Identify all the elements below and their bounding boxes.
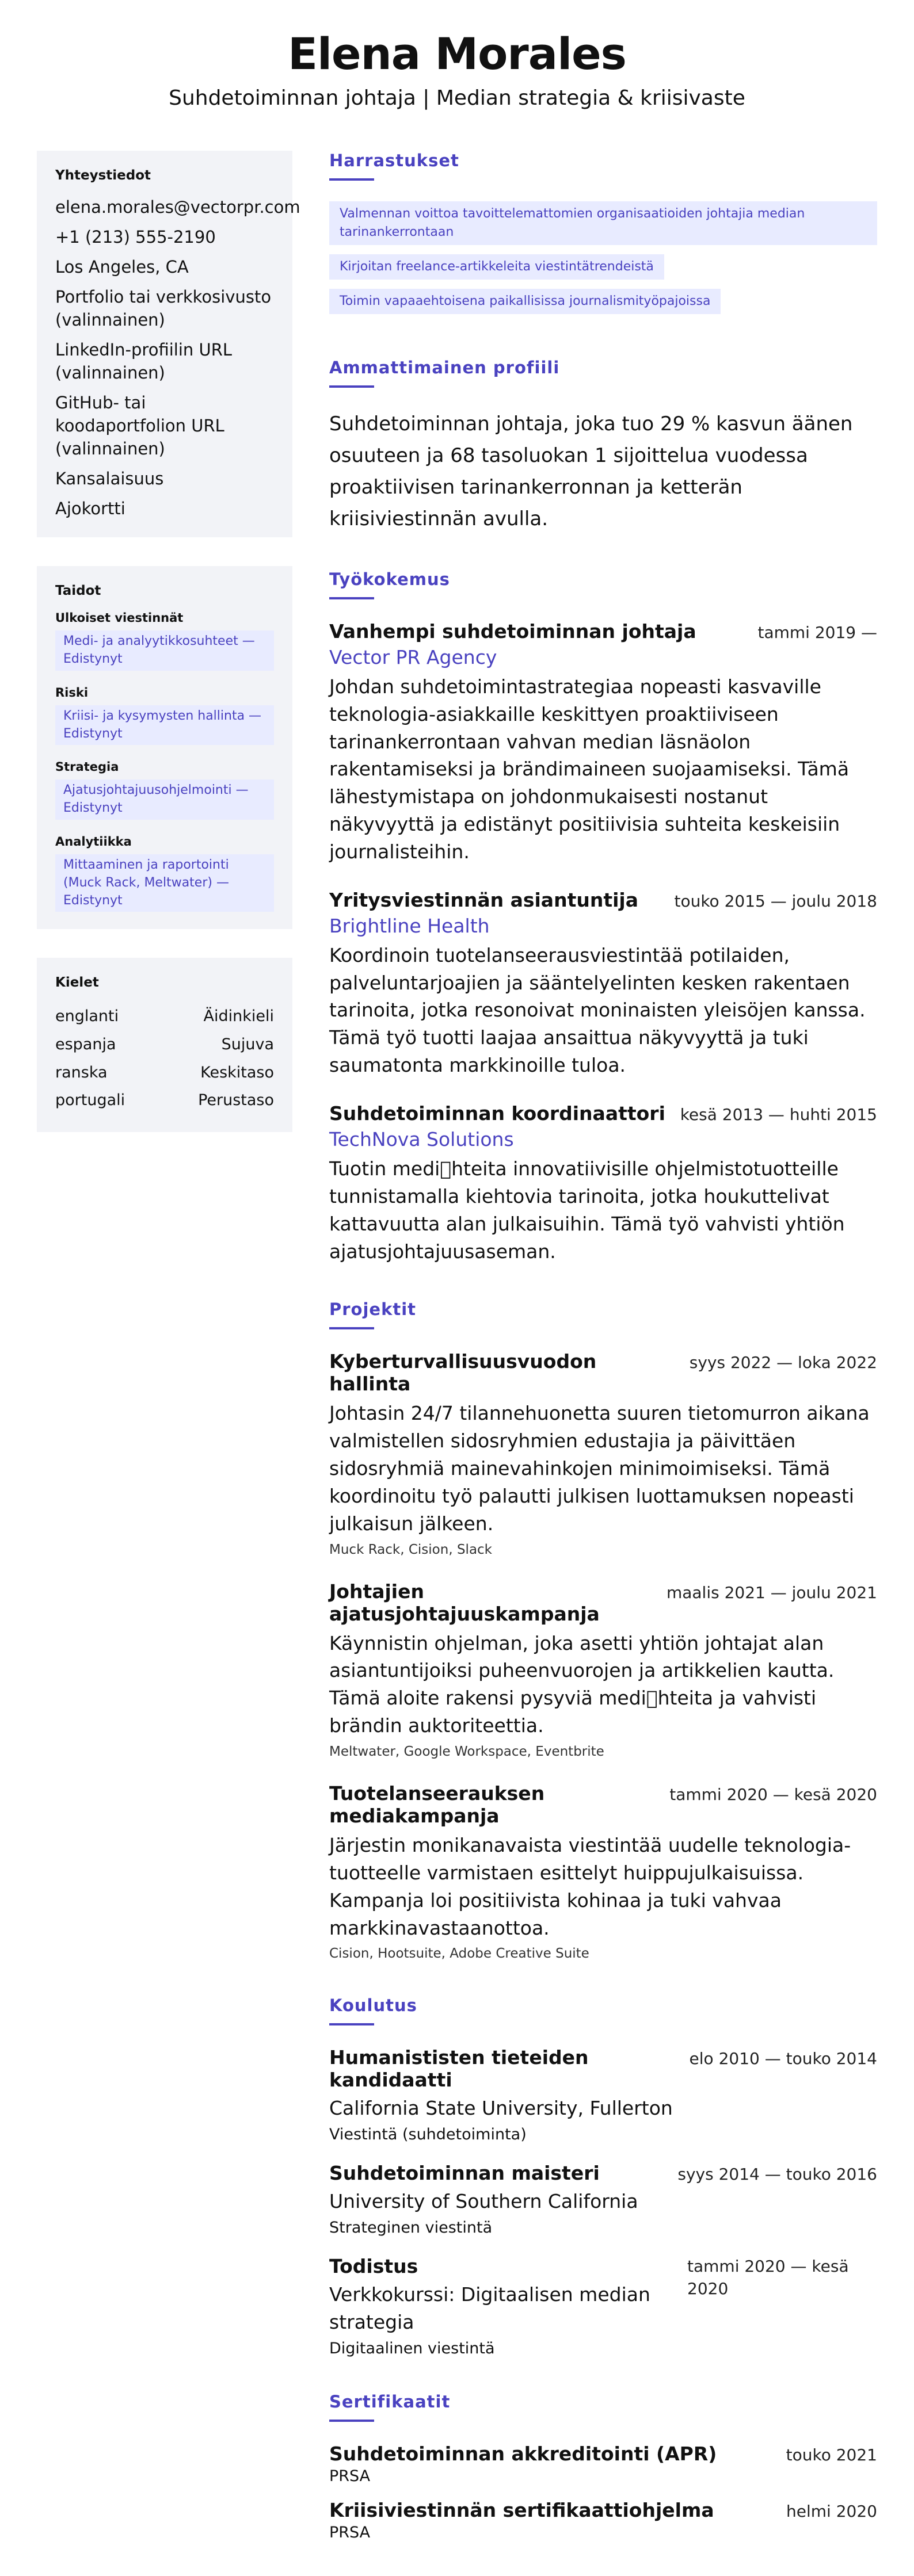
project-title: Johtajien ajatusjohtajuuskampanja: [329, 1580, 600, 1625]
certification-entry: [329, 2443, 877, 2485]
hobby-tag: Valmennan voittoa tavoittelemattomien organisaatioiden johtajia median tarinankerrontaan: [329, 201, 877, 245]
skill-group: [55, 611, 274, 671]
language-row: [55, 1003, 274, 1031]
skill-tag: Mittaaminen ja raportointi (Muck Rack, Meltwater) — Edistynyt: [55, 854, 274, 912]
skill-group: [55, 835, 274, 912]
language-row: [55, 1087, 274, 1115]
skill-tag: Medi- ja analyytikkosuhteet — Edistynyt: [55, 630, 274, 671]
experience-entry: [329, 620, 877, 866]
project-entry: [329, 1782, 877, 1961]
section-title: Koulutus: [329, 1996, 417, 2016]
job-company: TechNova Solutions: [329, 1128, 514, 1151]
profile-text: Suhdetoiminnan johtaja, joka tuo 29 % kasvun äänen osuuteen ja 68 tasoluokan 1 sijoittelua vuodessa proaktiivisen tarinankerronnan ja ketterän kriisiviestinnän avulla.: [329, 412, 853, 530]
skill-name: Strategia: [55, 760, 119, 774]
project-description: Järjestin monikanavaista viestintää uudelle teknologia-tuotteelle varmistaen esittelyt huippujulkaisuissa. Kampanja loi positiivista kohinaa ja tuki vahvaa markkinavastaanottoa.: [329, 1833, 851, 1939]
project-title: Tuotelanseerauksen mediakampanja: [329, 1782, 545, 1827]
language-name: portugali: [55, 1091, 125, 1110]
language-row: [55, 1031, 274, 1059]
hobby-tag: Toimin vapaaehtoisena paikallisissa journalismityöpajoissa: [329, 289, 721, 314]
school-name: University of Southern California: [329, 2190, 638, 2213]
project-tools: Muck Rack, Cision, Slack: [329, 1542, 492, 1557]
section-divider: [329, 2023, 374, 2025]
job-description: Koordinoin tuotelanseerausviestintää potilaiden, palveluntarjoajien ja sääntelyelinten kesken rakentaen tarinoita, jotka resonoivat moninaisten yleisöjen kanssa. Tämä työ tuotti laajaa ansaittua näkyvyyttä ja tuki saumatonta markkinoille tuloa.: [329, 943, 866, 1077]
experience-entry: [329, 1102, 877, 1265]
section-title: Ammattimainen profiili: [329, 357, 560, 377]
education-date: elo 2010 — touko 2014: [689, 2049, 877, 2069]
skill-tag: Ajatusjohtajuusohjelmointi — Edistynyt: [55, 779, 274, 820]
language-name: englanti: [55, 1007, 119, 1026]
job-date: kesä 2013 — huhti 2015: [680, 1105, 877, 1124]
job-date: touko 2015 — joulu 2018: [674, 891, 877, 911]
languages-title: Kielet: [55, 975, 99, 991]
languages-card: [37, 958, 292, 1132]
language-name: espanja: [55, 1035, 116, 1053]
skill-group: [55, 760, 274, 820]
hobby-tag: Kirjoitan freelance-artikkeleita viestintätrendeistä: [329, 254, 664, 280]
skill-name: Ulkoiset viestinnät: [55, 611, 184, 625]
section-divider: [329, 597, 374, 599]
contact-phone[interactable]: +1 (213) 555-2190: [55, 227, 216, 247]
job-title: Yritysviestinnän asiantuntija: [329, 888, 638, 911]
sidebar: [37, 151, 300, 2576]
certification-issuer: PRSA: [329, 2467, 371, 2485]
project-title: Kyberturvallisuusvuodon hallinta: [329, 1350, 597, 1396]
education-date: syys 2014 — touko 2016: [677, 2165, 877, 2184]
study-field: Digitaalinen viestintä: [329, 2339, 495, 2357]
section-title: Projektit: [329, 1300, 417, 1320]
contact-portfolio: Portfolio tai verkkosivusto (valinnainen): [55, 287, 272, 330]
degree-title: Suhdetoiminnan maisteri: [329, 2162, 600, 2185]
language-name: ranska: [55, 1063, 108, 1081]
school-name: California State University, Fullerton: [329, 2097, 673, 2120]
study-field: Viestintä (suhdetoiminta): [329, 2126, 527, 2144]
section-divider: [329, 1327, 374, 1329]
education-date: tammi 2020 — kesä 2020: [687, 2257, 849, 2299]
section-title: Harrastukset: [329, 151, 459, 170]
section-divider: [329, 178, 374, 181]
project-description: Käynnistin ohjelman, joka asetti yhtiön johtajat alan asiantuntijoiksi puheenvuorojen ja artikkelien kautta. Tämä aloite rakensi pysyviä medi hteita ja vahvisti brändin auktoriteettia.: [329, 1631, 835, 1737]
job-company: Brightline Health: [329, 914, 490, 937]
main-column: [329, 151, 877, 2576]
resume-body: [37, 151, 877, 2576]
contact-card: [37, 151, 300, 537]
skill-name: Analytiikka: [55, 834, 132, 849]
project-entry: [329, 1580, 877, 1759]
skill-tag: Kriisi- ja kysymysten hallinta — Edistynyt: [55, 705, 274, 746]
experience-section: [329, 570, 877, 1266]
language-level: Perustaso: [198, 1091, 274, 1110]
study-field: Strateginen viestintä: [329, 2219, 493, 2237]
education-section: [329, 1996, 877, 2357]
section-title: Sertifikaatit: [329, 2391, 451, 2411]
language-row: [55, 1059, 274, 1087]
section-divider: [329, 385, 374, 388]
project-date: tammi 2020 — kesä 2020: [669, 1784, 877, 1804]
skill-name: Riski: [55, 685, 89, 700]
language-level: Sujuva: [221, 1035, 274, 1053]
project-description: Johtasin 24/7 tilannehuonetta suuren tietomurron aikana valmistellen sidosryhmien edustajia ja päivittäen sidosryhmiä mainevahinkojen minimoimiseksi. Tämä koordinoitu työ palautti julkisen luottamuksen nopeasti julkaisun jälkeen.: [329, 1402, 870, 1535]
school-name: Verkkokurssi: Digitaalisen median strategia: [329, 2283, 650, 2333]
certification-date: touko 2021: [786, 2445, 877, 2464]
resume-header: [0, 0, 914, 110]
project-date: maalis 2021 — joulu 2021: [666, 1583, 877, 1602]
project-date: syys 2022 — loka 2022: [689, 1353, 877, 1373]
section-divider: [329, 2420, 374, 2422]
job-title: Vanhempi suhdetoiminnan johtaja: [329, 620, 696, 643]
profile-section: [329, 358, 877, 535]
degree-title: Todistus: [329, 2255, 418, 2278]
contact-location: Los Angeles, CA: [55, 257, 189, 277]
skill-group: [55, 686, 274, 746]
section-title: Työkokemus: [329, 569, 450, 589]
projects-section: [329, 1300, 877, 1961]
contact-email[interactable]: elena.morales@vectorpr.com: [55, 197, 300, 217]
person-subtitle: Suhdetoiminnan johtaja | Median strategia & kriisivaste: [169, 86, 745, 110]
job-title: Suhdetoiminnan koordinaattori: [329, 1102, 665, 1125]
project-tools: Meltwater, Google Workspace, Eventbrite: [329, 1744, 604, 1759]
language-level: Äidinkieli: [203, 1007, 274, 1026]
contact-license: Ajokortti: [55, 499, 125, 519]
certification-entry: [329, 2499, 877, 2541]
experience-entry: [329, 889, 877, 1079]
certification-title: Kriisiviestinnän sertifikaattiohjelma: [329, 2498, 714, 2521]
contact-title: Yhteystiedot: [55, 168, 151, 183]
language-level: Keskitaso: [200, 1063, 274, 1081]
certification-title: Suhdetoiminnan akkreditointi (APR): [329, 2442, 717, 2465]
person-name: Elena Morales: [288, 28, 626, 79]
degree-title: Humanististen tieteiden kandidaatti: [329, 2046, 589, 2092]
certification-issuer: PRSA: [329, 2523, 371, 2541]
certifications-section: [329, 2392, 877, 2541]
project-tools: Cision, Hootsuite, Adobe Creative Suite: [329, 1946, 589, 1962]
job-description: Tuotin medi hteita innovatiivisille ohjelmistotuotteille tunnistamalla kiehtovia tarinoita, jotka houkuttelivat kattavuutta alan julkaisuihin. Tämä työ vahvisti yhtiön ajatusjohtajuusaseman.: [329, 1157, 845, 1263]
hobbies-section: [329, 151, 877, 323]
job-company: Vector PR Agency: [329, 645, 497, 668]
education-entry: [329, 2046, 877, 2143]
job-date: tammi 2019 —: [757, 622, 877, 642]
education-entry: [329, 2162, 877, 2237]
job-description: Johdan suhdetoimintastrategiaa nopeasti kasvaville teknologia-asiakkaille keskittyen proaktiiviseen tarinankerrontaan vahvan median läsnäolon rakentamiseksi ja brändimaineen suojaamiseksi. Tämä lähestymistapa on johdonmukaisesti nostanut näkyvyyttä ja edistänyt positiivisia suhteita keskeisiin journalisteihin.: [329, 675, 850, 863]
project-entry: [329, 1350, 877, 1557]
skills-title: Taidot: [55, 583, 101, 599]
education-entry: [329, 2255, 877, 2357]
contact-linkedin: LinkedIn-profiilin URL (valinnainen): [55, 340, 233, 383]
contact-citizenship: Kansalaisuus: [55, 469, 164, 489]
contact-github: GitHub- tai koodaportfolion URL (valinnainen): [55, 393, 224, 459]
certification-date: helmi 2020: [786, 2501, 877, 2521]
skills-card: [37, 566, 292, 929]
